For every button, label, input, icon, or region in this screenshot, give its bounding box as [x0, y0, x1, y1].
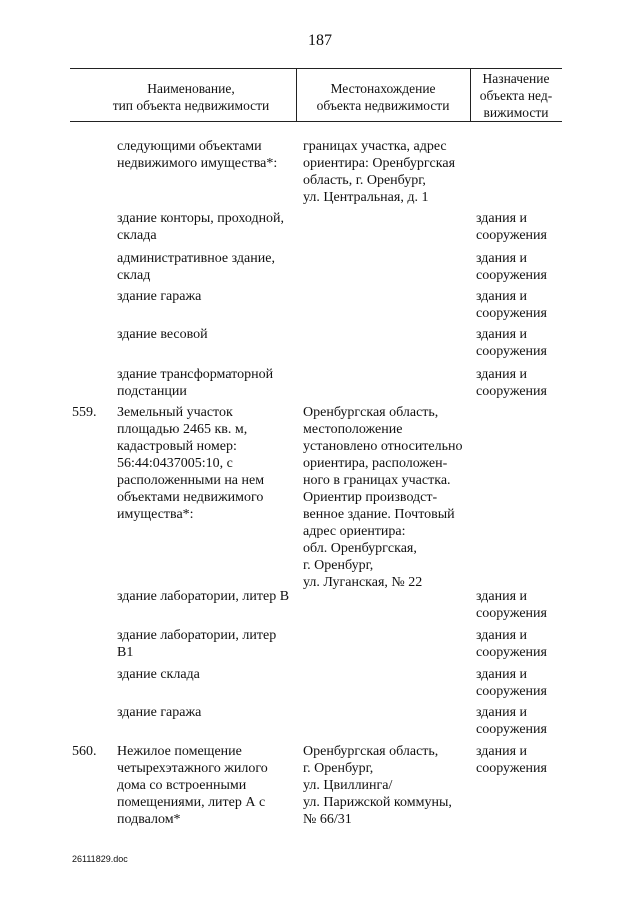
header-purpose-bottom-rule — [470, 121, 562, 122]
object-location-line: адрес ориентира: — [303, 524, 406, 539]
object-purpose — [476, 704, 566, 738]
object-location-line: ул. Центральная, д. 1 — [303, 190, 429, 205]
header-name-column: Наименование, тип объекта недвижимости — [112, 81, 270, 113]
object-location — [303, 138, 471, 206]
object-name — [117, 404, 292, 523]
object-location-line: венное здание. Почтовый — [303, 507, 455, 522]
object-name-line: четырехэтажного жилого — [117, 761, 268, 776]
object-name-line: склад — [117, 268, 151, 283]
object-name-line: следующими объектами — [117, 139, 262, 154]
object-purpose-line: сооружения — [476, 722, 547, 737]
object-name-line: здание лаборатории, литер В — [117, 589, 290, 604]
header-location-column: Местонахождение объекта недвижимости — [316, 81, 450, 113]
object-name — [117, 588, 292, 605]
object-location — [303, 743, 471, 828]
header-top-rule — [70, 68, 562, 69]
object-purpose-line: здания и — [476, 705, 528, 720]
object-purpose — [476, 326, 566, 360]
object-purpose — [476, 743, 566, 777]
object-name — [117, 250, 292, 284]
object-name-line: В1 — [117, 645, 134, 660]
object-location-line: № 66/31 — [303, 812, 352, 827]
object-name-line: недвижимого имущества*: — [117, 156, 278, 171]
object-name-line: кадастровый номер: — [117, 439, 237, 454]
row-number: 560. — [72, 744, 97, 759]
object-purpose-line: сооружения — [476, 684, 547, 699]
object-location-line: ул. Луганская, № 22 — [303, 575, 423, 590]
object-name — [117, 743, 292, 828]
object-purpose-line: здания и — [476, 289, 528, 304]
object-location-line: границах участка, адрес — [303, 139, 447, 154]
object-name-line: здание гаража — [117, 289, 202, 304]
header-bottom-rule — [70, 121, 476, 122]
object-location-line: г. Оренбург, — [303, 558, 374, 573]
object-location-line: область, г. Оренбург, — [303, 173, 426, 188]
object-purpose-line: сооружения — [476, 344, 547, 359]
object-purpose — [476, 366, 566, 400]
object-name-line: объектами недвижимого — [117, 490, 264, 505]
object-location-line: г. Оренбург, — [303, 761, 374, 776]
object-location-line: установлено относительно — [303, 439, 463, 454]
object-name-line: здание весовой — [117, 327, 208, 342]
object-purpose-line: сооружения — [476, 645, 547, 660]
object-purpose-line: здания и — [476, 667, 528, 682]
object-name — [117, 326, 292, 343]
header-purpose-column: Назначение объекта нед- вижимости — [479, 71, 553, 120]
object-purpose-line: сооружения — [476, 228, 547, 243]
object-name-line: здание склада — [117, 667, 200, 682]
object-location-line: ориентира, расположен- — [303, 456, 448, 471]
object-name — [117, 666, 292, 683]
object-name-line: 56:44:0437005:10, с — [117, 456, 233, 471]
object-location-line: Оренбургская область, — [303, 405, 439, 420]
object-name-line: здание гаража — [117, 705, 202, 720]
object-purpose-line: сооружения — [476, 268, 547, 283]
object-name-line: здание лаборатории, литер — [117, 628, 277, 643]
object-purpose-line: здания и — [476, 628, 528, 643]
object-location-line: ного в границах участка. — [303, 473, 451, 488]
object-purpose-line: здания и — [476, 251, 528, 266]
object-name — [117, 627, 292, 661]
object-name — [117, 210, 292, 244]
object-purpose-line: здания и — [476, 211, 528, 226]
object-location-line: ориентира: Оренбургская — [303, 156, 456, 171]
object-purpose-line: сооружения — [476, 606, 547, 621]
object-purpose — [476, 666, 566, 700]
object-purpose — [476, 250, 566, 284]
object-name — [117, 288, 292, 305]
object-name-line: дома со встроенными — [117, 778, 247, 793]
object-purpose-line: сооружения — [476, 761, 547, 776]
object-name-line: подстанции — [117, 384, 187, 399]
object-name-line: помещениями, литер А с — [117, 795, 266, 810]
object-name-line: Земельный участок — [117, 405, 233, 420]
object-name-line: площадью 2465 кв. м, — [117, 422, 248, 437]
object-location-line: местоположение — [303, 422, 403, 437]
object-purpose — [476, 588, 566, 622]
object-name-line: имущества*: — [117, 507, 194, 522]
object-name-line: склада — [117, 228, 157, 243]
object-location-line: ул. Цвиллинга/ — [303, 778, 393, 793]
document-filename: 26111829.doc — [72, 854, 128, 864]
object-name — [117, 704, 292, 721]
object-location-line: обл. Оренбургская, — [303, 541, 417, 556]
object-location-line: Ориентир производст- — [303, 490, 438, 505]
row-number: 559. — [72, 405, 97, 420]
object-name-line: здание трансформаторной — [117, 367, 274, 382]
object-name-line: Нежилое помещение — [117, 744, 242, 759]
page-number: 187 — [308, 32, 332, 49]
object-purpose-line: сооружения — [476, 384, 547, 399]
object-purpose — [476, 210, 566, 244]
object-purpose-line: сооружения — [476, 306, 547, 321]
object-location — [303, 404, 471, 591]
object-name — [117, 138, 292, 172]
object-name-line: административное здание, — [117, 251, 275, 266]
object-purpose-line: здания и — [476, 589, 528, 604]
object-location-line: ул. Парижской коммуны, — [303, 795, 452, 810]
object-purpose-line: здания и — [476, 327, 528, 342]
object-location-line: Оренбургская область, — [303, 744, 439, 759]
object-name-line: расположенными на нем — [117, 473, 265, 488]
object-name-line: подвалом* — [117, 812, 181, 827]
object-purpose — [476, 288, 566, 322]
header-divider-2 — [470, 68, 471, 121]
object-purpose-line: здания и — [476, 744, 528, 759]
object-purpose-line: здания и — [476, 367, 528, 382]
object-purpose — [476, 627, 566, 661]
object-name-line: здание конторы, проходной, — [117, 211, 285, 226]
header-divider-1 — [296, 68, 297, 121]
object-name — [117, 366, 292, 400]
